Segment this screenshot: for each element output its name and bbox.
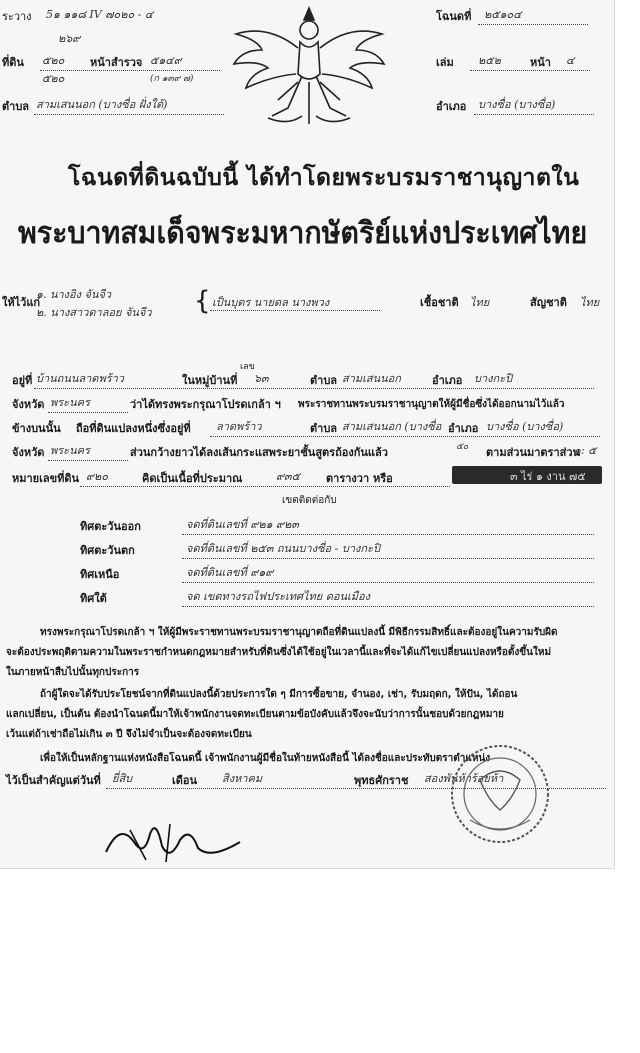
month-value: สิงหาคม (222, 772, 263, 785)
area-value: ๙๓๕ (276, 470, 300, 483)
garuda-emblem-icon (228, 4, 390, 138)
deed-title-line2: พระบาทสมเด็จพระมหากษัตริย์แห่งประเทศไทย (18, 216, 588, 251)
deed-title-line1: โฉนดที่ดินฉบับนี้ ได้ทำโดยพระบรมราชานุญาตใน (68, 165, 580, 191)
land-number-value: ๙๒๐ (86, 470, 109, 483)
hold-text: ถือที่ดินแปลงหนึ่งซึ่งอยู่ที่ (76, 422, 191, 435)
land-no-label: ที่ดิน (2, 56, 24, 69)
land-number-label: หมายเลขที่ดิน (12, 472, 80, 485)
moo-label: ในหมู่บ้านที่ (182, 374, 238, 387)
boundary-text: ส่วนกว้างยาวได้ลงเส้นกระแสพระยาชั้นสูตรถ้องกันแล้ว (130, 446, 388, 459)
area-box (452, 466, 602, 484)
rawang-sub: ๒๖๙ (58, 32, 81, 45)
south-value: จด เขตทางรถไฟประเทศไทย ดอนเมือง (186, 590, 370, 603)
hold-value: ลาดพร้าว (216, 420, 262, 433)
addr-amphoe-label: อำเภอ (432, 374, 463, 387)
nationality-value: ไทย (580, 296, 600, 309)
nationality-label: สัญชาติ (530, 296, 567, 309)
live-value: บ้านถนนลาดพร้าว (36, 372, 124, 385)
north-label: ทิศเหนือ (80, 568, 120, 581)
moo-super: เลข (240, 362, 255, 372)
grantee-note: เป็นบุตร นายดล นางพวง (212, 296, 330, 309)
year-label: พุทธศักราช (354, 774, 409, 787)
survey-label: หน้าสำรวจ (90, 56, 143, 69)
province2-label: จังหวัด (12, 446, 45, 459)
date-label: ไว้เป็นสำคัญแต่วันที่ (6, 774, 101, 787)
addr-tambon-value: สามเสนนอก (342, 372, 401, 385)
addr-amphoe-value: บางกะปิ (474, 372, 513, 385)
hold-amphoe-label: อำเภอ (448, 422, 479, 435)
royal-text: ว่าได้ทรงพระกรุณาโปรดเกล้า ฯ (130, 398, 281, 411)
grantee-person-1: ๑. นางอิง จันจีว (36, 288, 112, 301)
area-box-text: ๓ ไร่ ๑ งาน ๗๕ (510, 470, 586, 483)
boundary-note: ๕๐ (456, 442, 469, 452)
month-label: เดือน (172, 774, 198, 787)
east-value: จดที่ดินเลขที่ ๙๒๑ ๙๒๓ (186, 518, 299, 531)
scale-value: ๑: ๕ (574, 444, 597, 457)
hold-label: ข้างบนนั้น (12, 422, 61, 435)
body-p5: แลกเปลี่ยน, เป็นต้น ต้องนำโฉนดนี้มาให้เจ้าพนักงานจดทะเบียนตามข้อบังคับแล้วจึงจะนับว่าการนั้นชอบด้วยกฎหมาย (6, 709, 504, 720)
royal-text-2: พระราชทานพระบรมราชานุญาตให้ผู้มีชื่อซึ่งได้ออกนามไว้แล้ว (298, 399, 565, 410)
survey-value: ๕๑๔๙ (150, 54, 182, 67)
east-label: ทิศตะวันออก (80, 520, 141, 533)
rawang-value: 5๑ ๑๑๘ IV ๗๐๒๐ - ๔ (46, 8, 154, 21)
grantee-label: ให้ไว้แก่ (2, 296, 41, 309)
tambon-value: สามเสนนอก (บางซื่อ ฝั่งใต้) (36, 98, 168, 111)
tambon-label: ตำบล (2, 100, 30, 113)
west-label: ทิศตะวันตก (80, 544, 135, 557)
area-unit: ตารางวา หรือ (326, 472, 393, 485)
rawang-label: ระวาง (2, 10, 32, 23)
hold-amphoe-value: บางซื่อ (บางซื่อ) (486, 420, 564, 433)
body-p1: ทรงพระกรุณาโปรดเกล้า ฯ ให้ผู้มีพระราชทานพระบรมราชานุญาตถือที่ดินแปลงนี้ มีพิธีกรรมสิทธิ์และต้องอยู่ในความรับผิด (40, 627, 558, 638)
title-deed-document: ระวาง 5๑ ๑๑๘ IV ๗๐๒๐ - ๔ ๒๖๙ ที่ดิน ๕๒๐ หน้าสำรวจ ๕๑๔๙ ๕๒๐ (ก ๑๓๙ ๗) ตำบล สามเสนนอก (บางซื่อ ฝั่งใต้) โฉนดที่ ๒๕๑๐๔ เล่ม ๒๕๒ หน้า ๔ อำเภอ บางซื่อ (บางซื่อ) โฉนดที่ดินฉบับนี้ ได้ทำโดยพระบรมราชานุญาตใน พระบาทสมเด็จพระมหากษัตริย์แห่งประเทศไทย ให้ไว้แก่ ๑. นางอิง จันจีว ๒. นางสาวดาลอย จันจีว { เป็นบุตร นายดล นางพวง เชื้อชาติ ไทย สัญชาติ ไทย อยู่ที่ บ้านถนนลาดพร้าว ในหมู่บ้านที่ เลข ๖๓ ตำบล สามเสนนอก อำเภอ บางกะปิ จังหวัด พระนคร ว่าได้ทรงพระกรุณาโปรดเกล้า ฯ พระราชทานพระบรมราชานุญาตให้ผู้มีชื่อซึ่งได้ออกนามไว้แล้ว ข้างบนนั้น ถือที่ดินแปลงหนึ่งซึ่งอยู่ที่ ลาดพร้าว ตำบล สามเสนนอก (บางซื่อ อำเภอ บางซื่อ (บางซื่อ) จังหวัด พระนคร ส่วนกว้างยาวได้ลงเส้นกระแสพระยาชั้นสูตรถ้องกันแล้ว ๕๐ ตามส่วนมาตราส่วน ๑: ๕ หมายเลขที่ดิน ๙๒๐ คิดเป็นเนื้อที่ประมาณ ๙๓๕ ตารางวา หรือ ๓ ไร่ ๑ งาน ๗๕ เขตติดต่อกับ ทิศตะวันออก จดที่ดินเลขที่ ๙๒๑ ๙๒๓ ทิศตะวันตก จดที่ดินเลขที่ ๒๕๓ ถนนบางซื่อ - บางกะปิ ทิศเหนือ จดที่ดินเลขที่ ๙๑๙ ทิศใต้ จด เขตทางรถไฟประเทศไทย ดอนเมือง ทรงพระกรุณาโปรดเกล้า ฯ ให้ผู้มีพระราชทานพระบรมราชานุญาตถือที่ดินแปลงนี้ มีพิธีกรรมสิทธิ์และต้องอยู่ในความรับผิด จะต้องประพฤติตามความในพระราชกำหนดกฎหมายสำหรับที่ดินซึ่งได้ใช้อยู่ในเวลานี้และที่จะได้แก้ไขเปลี่ยนแปลงหรือตั้งขึ้นใหม่ ในภายหน้าสืบไปนั้นทุกประการ ถ้าผู้ใดจะได้รับประโยชน์จากที่ดินแปลงนี้ด้วยประการใด ๆ มีการซื้อขาย, จำนอง, เช่า, รับมฤดก, ให้ปัน, ได้ถอน แลกเปลี่ยน, เป็นต้น ต้องนำโฉนดนี้มาให้เจ้าพนักงานจดทะเบียนตามข้อบังคับแล้วจึงจะนับว่าการนั้นชอบด้วยกฎหมาย เว้นแต่ถ้าเช่าถือไม่เกิน ๓ ปี จึงไม่จำเป็นจะต้องจดทะเบียน เพื่อให้เป็นหลักฐานแห่งหนังสือโฉนดนี้ เจ้าพนักงานผู้มีชื่อในท้ายหนังสือนี้ ได้ลงชื่อและประทับตราตำแหน่ง ไว้เป็นสำคัญแต่วันที่ ยี่สิบ เดือน สิงหาคม พุทธศักราช สองพันห้าร้อยห้า (0, 0, 615, 869)
deed-label: โฉนดที่ (436, 10, 472, 23)
north-value: จดที่ดินเลขที่ ๙๑๙ (186, 566, 274, 579)
year-value: สองพันห้าร้อยห้า (424, 772, 504, 785)
land-no-value-2: ๕๒๐ (42, 72, 65, 85)
addr-tambon-label: ตำบล (310, 374, 338, 387)
deed-value: ๒๕๑๐๔ (484, 8, 522, 21)
grantee-person-2: ๒. นางสาวดาลอย จันจีว (36, 306, 152, 319)
body-p7: เพื่อให้เป็นหลักฐานแห่งหนังสือโฉนดนี้ เจ้าพนักงานผู้มีชื่อในท้ายหนังสือนี้ ได้ลงชื่อและประทับตราตำแหน่ง (40, 753, 491, 764)
body-p6: เว้นแต่ถ้าเช่าถือไม่เกิน ๓ ปี จึงไม่จำเป็นจะต้องจดทะเบียน (6, 729, 252, 740)
official-seal-icon (420, 740, 580, 868)
body-p3: ในภายหน้าสืบไปนั้นทุกประการ (6, 667, 140, 678)
adjacent-label: เขตติดต่อกับ (282, 495, 337, 506)
page-label: หน้า (530, 56, 551, 69)
province2-value: พระนคร (50, 444, 90, 457)
book-value: ๒๕๒ (478, 54, 501, 67)
page-value: ๔ (566, 54, 575, 67)
race-value: ไทย (470, 296, 490, 309)
moo-value: ๖๓ (254, 372, 269, 385)
book-label: เล่ม (436, 56, 454, 69)
race-label: เชื้อชาติ (420, 296, 459, 309)
south-label: ทิศใต้ (80, 592, 107, 605)
amphoe-value: บางซื่อ (บางซื่อ) (478, 98, 556, 111)
body-p2: จะต้องประพฤติตามความในพระราชกำหนดกฎหมายสำหรับที่ดินซึ่งได้ใช้อยู่ในเวลานี้และที่จะได้แก้ไขเปลี่ยนแปลงหรือตั้งขึ้นใหม่ (6, 647, 552, 658)
body-p4: ถ้าผู้ใดจะได้รับประโยชน์จากที่ดินแปลงนี้ด้วยประการใด ๆ มีการซื้อขาย, จำนอง, เช่า, รับมฤดก, ให้ปัน, ได้ถอน (40, 689, 518, 700)
amphoe-label: อำเภอ (436, 100, 467, 113)
hold-tambon-label: ตำบล (310, 422, 338, 435)
land-no-value: ๕๒๐ (42, 54, 65, 67)
signature-icon (100, 812, 250, 868)
province-label: จังหวัด (12, 398, 45, 411)
live-label: อยู่ที่ (12, 374, 33, 387)
hold-tambon-value: สามเสนนอก (บางซื่อ (342, 420, 442, 433)
province-value: พระนคร (50, 396, 90, 409)
area-text: คิดเป็นเนื้อที่ประมาณ (142, 472, 243, 485)
date-day: ยี่สิบ (112, 772, 133, 785)
west-value: จดที่ดินเลขที่ ๒๕๓ ถนนบางซื่อ - บางกะปิ (186, 542, 380, 555)
scale-label: ตามส่วนมาตราส่วน (486, 446, 581, 459)
survey-note: (ก ๑๓๙ ๗) (150, 74, 194, 84)
